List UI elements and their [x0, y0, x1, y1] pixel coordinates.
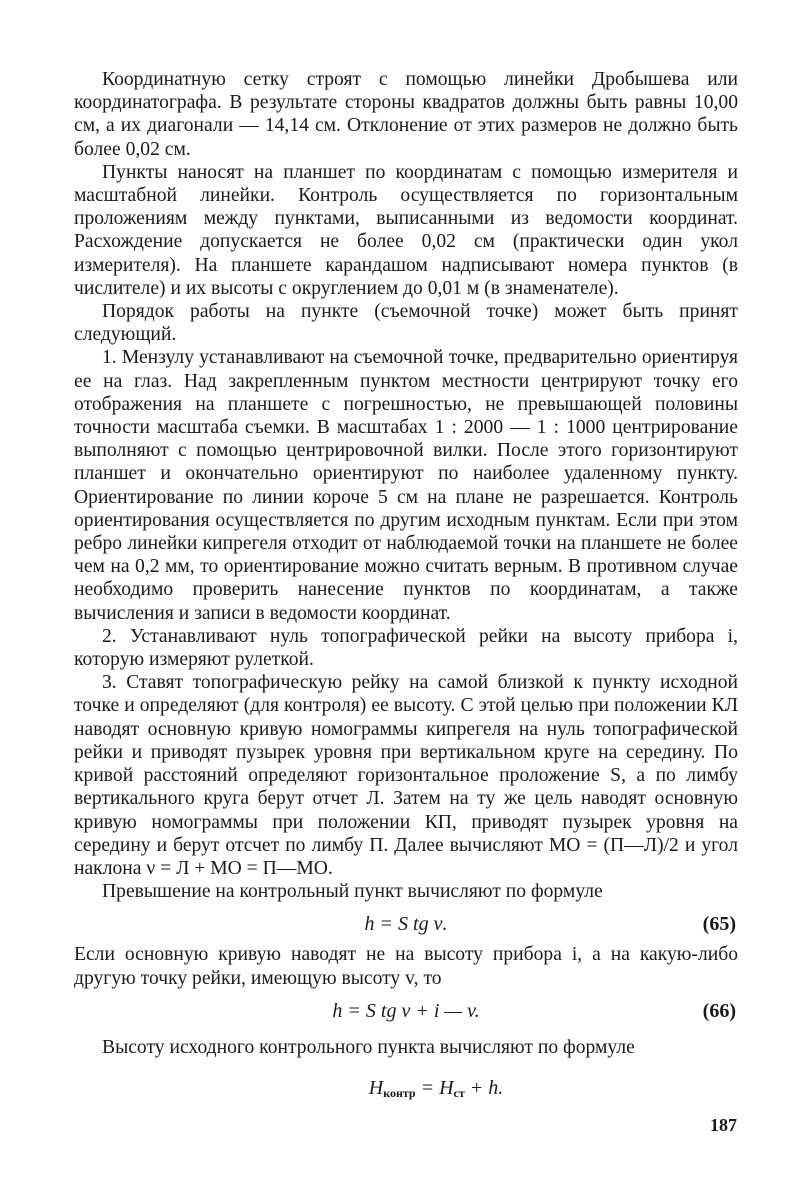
paragraph-excess-formula-intro: Превышение на контрольный пункт вычисляют по формуле [102, 881, 603, 903]
paragraph-work-order: Порядок работы на пункте (съемочной точке) может быть принят следующий. [74, 301, 738, 346]
paragraph-step-3: 3. Ставят топографическую рейку на самой близкой к пункту исходной точке и определяют (для контроля) ее высоту. С этой целью при положении КЛ наводят основную кривую номограммы кипрегеля на нуль топографической рейки и приводят пузырек уровня при вертикальном круге на середину. По кривой расстояний определяют горизонтальное проложение S, а по лимбу вертикального круга берут отчет Л. Затем на ту же цель наводят основную кривую номограммы при положении КП, приводят пузырек уровня на середину и берут отсчет по лимбу П. Далее вычисляют МО = (П—Л)/2 и угол наклона ν = Л + МО = П—МО. [74, 672, 738, 879]
paragraph-control-height-intro: Высоту исходного контрольного пункта вычисляют по формуле [102, 1036, 635, 1058]
page-body [74, 68, 738, 1103]
subscript-control: контр [383, 1085, 416, 1100]
formula-66 [74, 996, 738, 1026]
formula-control-height-expression [134, 1073, 738, 1108]
paragraph-plotting-points: Пункты наносят на планшет по координатам с помощью измерителя и масштабной линейки. Контроль осуществляется по горизонтальным проложениям между пунктами, выписанными из ведомости координат. Расхождение допускается не более 0,02 см (практически один укол измерителя). На планшете карандашом надписывают номера пунктов (в числителе) и их высоты с округлением до 0,01 м (в знаменателе). [74, 161, 738, 299]
formula-65-expression: h = S tg ν. [364, 913, 448, 936]
formula-tail: + h. [464, 1076, 504, 1099]
formula-66-expression: h = S tg ν + i — v. [332, 999, 480, 1022]
formula-symbol-h-station: = H [415, 1076, 454, 1099]
subscript-station: ст [453, 1085, 465, 1100]
paragraph-other-point: Если основную кривую наводят не на высоту прибора i, а на какую-либо другую точку рейки, имеющую высоту v, то [74, 944, 738, 989]
formula-symbol-h-control: H [368, 1076, 384, 1099]
formula-65-number: (65) [702, 913, 736, 936]
paragraph-coordinate-grid: Координатную сетку строят с помощью линейки Дробышева или координатографа. В результате стороны квадратов должны быть равны 10,00 см, а их диагонали — 14,14 см. Отклонение от этих размеров не должно быть более 0,02 см. [74, 69, 738, 160]
paragraph-step-1: 1. Мензулу устанавливают на съемочной точке, предварительно ориентируя ее на глаз. Над закрепленным пунктом местности центрируют точку его отображения на планшете с погрешностью, не превышающей половины точности масштаба съемки. В масштабах 1 : 2000 — 1 : 1000 центрирование выполняют с помощью центрировочной вилки. После этого горизонтируют планшет и окончательно ориентируют по наиболее удаленному пункту. Ориентирование по линии короче 5 см на плане не разрешается. Контроль ориентирования осуществляется по другим исходным пунктам. Если при этом ребро линейки кипрегеля отходит от наблюдаемой точки на планшете не более чем на 0,2 мм, то ориентирование можно считать верным. В противном случае необходимо проверить нанесение пунктов по координатам, а также вычисления и записи в ведомости координат. [74, 347, 738, 624]
page-number: 187 [710, 1115, 737, 1135]
formula-control-height [74, 1073, 738, 1103]
formula-66-number: (66) [702, 999, 736, 1022]
formula-65 [74, 909, 738, 939]
paragraph-step-2: 2. Устанавливают нуль топографической рейки на высоту прибора i, которую измеряют рулеткой. [74, 625, 738, 671]
